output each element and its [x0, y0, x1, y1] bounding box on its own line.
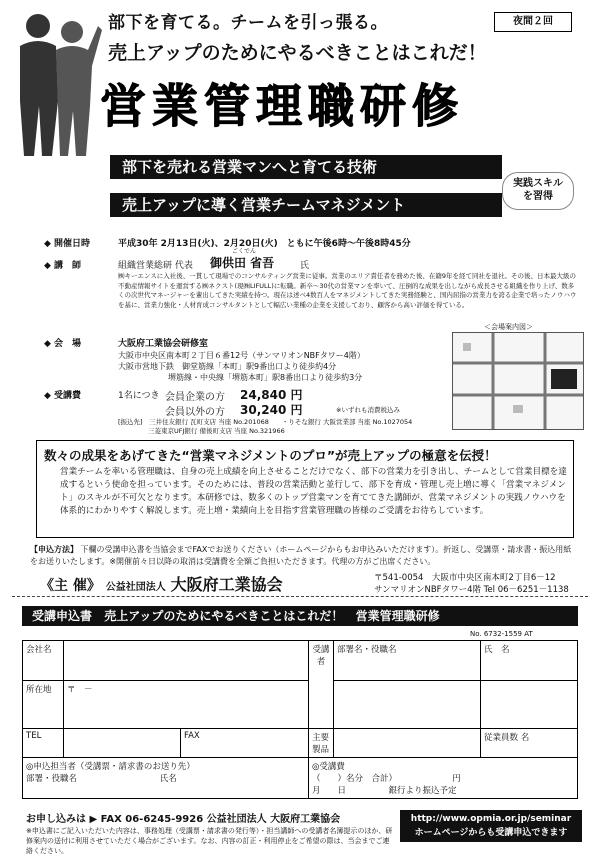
- headline-main: 売上アップのためにやるべきことはこれだ！: [108, 42, 487, 64]
- fee-nonmember-label: 会員以外の方: [165, 407, 225, 418]
- application-form: [22, 640, 578, 799]
- venue-label: ◆ 会 場: [44, 339, 82, 349]
- contact-field[interactable]: [23, 758, 309, 799]
- host-org-type: 公益社団法人: [105, 582, 166, 593]
- map-caption: ＜会場案内図＞: [484, 323, 533, 331]
- company-label: 会社名: [23, 641, 64, 681]
- fee-member: 24,840 円: [240, 388, 303, 402]
- lecturer-title: 組織営業総研 代表: [118, 261, 193, 271]
- fee-form-date: 月 日 銀行より振込予定: [312, 786, 457, 796]
- skill-badge: [502, 172, 574, 210]
- employees-unit: 名: [520, 733, 530, 743]
- zip-label: 〒 －: [67, 685, 93, 695]
- venue-name: 大阪府工業協会研修室: [118, 339, 209, 349]
- date-value: 平成30年 2月13日(火)、2月20日(火) ともに午後6時～午後8時45分: [118, 239, 411, 249]
- dept-label: 部署名・役職名: [337, 645, 397, 655]
- tel-field[interactable]: [64, 729, 181, 758]
- page-title: 営業管理職研修: [100, 79, 464, 133]
- venue-address: 大阪市中央区南本町２丁目６番12号（サンマリオンNBFタワー4階）: [118, 351, 365, 360]
- address-field[interactable]: [64, 681, 309, 729]
- form-header: [22, 606, 578, 626]
- host-line: [40, 572, 283, 595]
- lecturer-suffix: 氏: [300, 261, 310, 271]
- form-head-c: 営業管理職研修: [355, 609, 440, 623]
- fee-per-person: 1名につき: [118, 391, 160, 401]
- tel-label: TEL: [23, 729, 64, 758]
- lecturer-bio: ㈱キーエンスに入社後、一貫して現場でのコンサルティング営業に従事。営業のエリア責任者を務めた後、在籍9年を経て同社を退社。その後、日本最大級の不動産情報サイトを運営する㈱ネクスト(現㈱LIFULL)に転職。新卒～30代の営業マンを率いて、圧倒的な成果を出しながら成長させる組織を作り上げ、数多くの次世代マネージャーを輩出してきた実績を持つ。現在は述べ4数百人をマネジメントしてきた実務経験と、国内屈指の営業力を誇る企業で培ったノウハウを基に、営業力強化・人材育成コンサルタントとして幅広い業種の企業を支援しており、顧客から高い評価を得ている。: [118, 272, 577, 309]
- form-head-b: 売上アップのためにやるべきことはこれだ！: [104, 609, 344, 623]
- employees-label: 従業員数: [484, 733, 519, 743]
- promo-title: 数々の成果をあげてきた“営業マネジメントのプロ”が売上アップの極意を伝授！: [44, 448, 497, 463]
- theme-bar-2: 売上アップに導く営業チームマネジメント: [110, 193, 502, 217]
- fax-label: FAX: [184, 731, 200, 741]
- fax-field[interactable]: [181, 729, 309, 758]
- attendee-dept-field-2[interactable]: [334, 681, 481, 729]
- form-number: No. 6732-1559 AT: [470, 630, 533, 638]
- apply-text: 下欄の受講申込書を当協会までFAXでお送りください（ホームページからもお申込みいただけます）。折返し、受講票・請求書・振込用紙をお送りいたします。※開催前々日以降の取消は受講費を全額ご負担いただきます。代理の方がご出席ください。: [30, 545, 572, 566]
- product-label: 主要製品: [309, 729, 334, 758]
- lecturer-name: 御供田 省吾: [210, 256, 275, 270]
- venue-map: [452, 332, 584, 430]
- address-label: 所在地: [23, 681, 64, 729]
- fee-field[interactable]: [309, 758, 578, 799]
- website-url[interactable]: http://www.opmia.or.jp/seminar: [410, 814, 572, 824]
- lecturer-ruby: ごくでん: [232, 248, 257, 255]
- lecturer-label: ◆ 講 師: [44, 261, 82, 271]
- attendee-label: 受講者: [309, 641, 334, 729]
- fee-label: ◆ 受講費: [44, 391, 82, 401]
- employees-field[interactable]: [481, 729, 578, 758]
- form-head-a: 受講申込書: [32, 609, 93, 623]
- contact-name-label: 氏名: [159, 774, 177, 784]
- map-drawing: [453, 333, 583, 429]
- apply-label: 【申込方法】: [30, 545, 78, 554]
- session-badge: 夜間２回: [494, 12, 572, 32]
- venue-access-2: 堺筋線・中央線「堺筋本町」駅8番出口より徒歩約3分: [168, 373, 363, 382]
- promo-body: 営業チームを率いる管理職は、自身の売上成績を向上させることだけでなく、部下の営業力を引き出し、チームとして営業目標を達成するという使命を担っています。そのためには、普段の営業活動と並行して、部下を育成・管理し売上増に導く「営業マネジメント」のスキルが不可欠となります。本研修では、数多くのトップ営業マンを育ててきた講師が、営業マネジメントの実践ノウハウを体系的にわかりやすく解説します。売上増・業績向上を目指す営業管理職の皆様のご受講をお待ちしています。: [60, 467, 567, 516]
- name-label: 氏 名: [484, 645, 510, 655]
- venue-access-1: 大阪市営地下鉄 御堂筋線「本町」駅9番出口より徒歩約4分: [118, 362, 337, 371]
- contact-label: ◎申込担当者（受講票・請求書のお送り先）: [26, 762, 195, 772]
- host-org: 大阪府工業協会: [170, 575, 283, 594]
- fax-instruction: お申し込みは ▶ FAX 06-6245-9926 公益社団法人 大阪府工業協会: [26, 814, 341, 825]
- cut-line: [12, 596, 588, 597]
- host-label: 《主 催》: [40, 578, 101, 594]
- website-note: ホームページからも受講申込できます: [414, 828, 568, 838]
- company-field[interactable]: [64, 641, 309, 681]
- date-label: ◆ 開催日時: [44, 239, 91, 249]
- privacy-note: ※申込書にご記入いただいた内容は、事務処理（受講票・請求書の発行等）・担当講師への受講者名簿提示のほか、研修案内の送付に利用させていただく場合がございます。なお、内容の訂正・利用停止をご希望の際は、当会までご連絡ください。: [26, 827, 393, 855]
- skill-badge-line2: を習得: [523, 191, 553, 202]
- bank-info-2: 三菱東京UFJ銀行 備後町支店 当座 No.321966: [148, 427, 285, 435]
- contact-dept-label: 部署・役職名: [26, 774, 78, 784]
- fee-form-line: （ ）名分 合計） 円: [312, 774, 461, 784]
- host-address-1: 〒541-0054 大阪市中央区南本町2丁目6－12: [374, 573, 556, 583]
- website-box[interactable]: [400, 810, 582, 842]
- headline-sub: 部下を育てる。チームを引っ張る。: [108, 13, 388, 33]
- bank-info-1: [振込先] 三井住友銀行 瓦町支店 当座 No.201068 ・りそな銀行 大阪営業部 当座 No.1027054: [118, 418, 413, 426]
- host-address-2: サンマリオンNBFタワー4階 Tel 06－6251－1138: [374, 585, 569, 595]
- fee-nonmember: 30,240 円: [240, 403, 303, 417]
- host-address: [374, 572, 569, 596]
- fee-member-label: 会員企業の方: [165, 392, 225, 403]
- businessmen-silhouette-image: [6, 6, 102, 156]
- attendee-dept-field[interactable]: [334, 641, 481, 681]
- apply-method: [30, 544, 578, 568]
- fee-tax-note: ※いずれも消費税込み: [336, 406, 400, 414]
- theme-bar-1: 部下を売れる営業マンへと育てる技術: [110, 155, 502, 179]
- product-field[interactable]: [334, 729, 481, 758]
- skill-badge-line1: 実践スキル: [513, 178, 563, 189]
- fee-form-label: ◎受講費: [312, 762, 345, 772]
- attendee-name-field-2[interactable]: [481, 681, 578, 729]
- attendee-name-field[interactable]: [481, 641, 578, 681]
